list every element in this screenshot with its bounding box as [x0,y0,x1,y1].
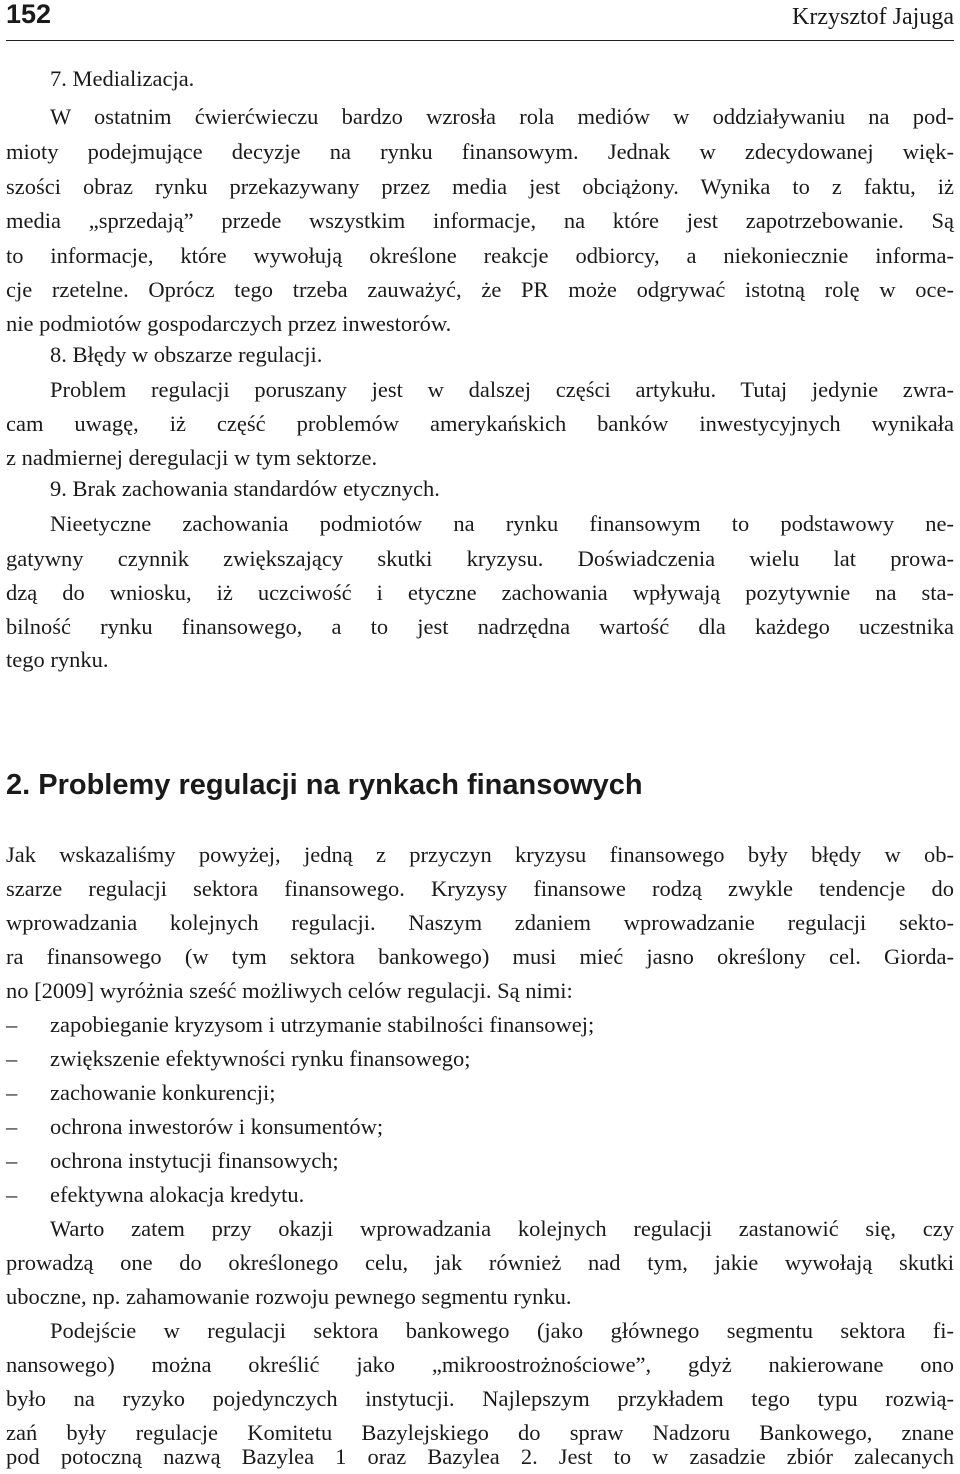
item-heading-9: 9. Brak zachowania standardów etycznych. [50,476,440,501]
body-line: zań były regulacje Komitetu Bazylejskiego do spraw Nadzoru Bankowego, znane [6,1420,954,1445]
dash-bullet: – [6,1148,18,1173]
body-line: Podejście w regulacji sektora bankowego (jako głównego segmentu sektora fi- [50,1318,954,1343]
body-line: tego rynku. [6,647,109,672]
section-heading: 2. Problemy regulacji na rynkach finansowych [6,769,643,801]
dash-bullet: – [6,1182,18,1207]
body-line: bilność rynku finansowego, a to jest nadrzędna wartość dla każdego uczestnika [6,614,954,639]
list-item [0,1144,960,1178]
item-heading-8: 8. Błędy w obszarze regulacji. [50,342,323,367]
body-line: uboczne, np. zahamowanie rozwoju pewnego segmentu rynku. [6,1284,572,1309]
body-line: szarze regulacji sektora finansowego. Kryzysy finansowe rodzą zwykle tendencje do [6,876,954,901]
dash-bullet: – [6,1046,18,1071]
body-line: Warto zatem przy okazji wprowadzania kolejnych regulacji zastanowić się, czy [50,1216,954,1241]
dash-bullet: – [6,1080,18,1105]
body-line: cam uwagę, iż część problemów amerykańskich banków inwestycyjnych wynikała [6,411,954,436]
body-line: pod potoczną nazwą Bazylea 1 oraz Bazylea 2. Jest to w zasadzie zbiór zalecanych [6,1444,954,1469]
body-line: Jak wskazaliśmy powyżej, jedną z przyczyn kryzysu finansowego były błędy w ob- [6,842,954,867]
list-item-text: zapobieganie kryzysom i utrzymanie stabilności finansowej; [50,1012,595,1037]
body-line: dzą do wniosku, iż uczciwość i etyczne zachowania wpływają pozytywnie na sta- [6,580,954,605]
body-line: Problem regulacji poruszany jest w dalszej części artykułu. Tutaj jedynie zwra- [50,377,954,402]
list-item-text: zwiększenie efektywności rynku finansowego; [50,1046,471,1071]
dash-bullet: – [6,1012,18,1037]
body-line: cje rzetelne. Oprócz tego trzeba zauważyć, że PR może odgrywać istotną rolę w oce- [6,277,954,302]
page-header [6,0,954,41]
body-line: media „sprzedają” przede wszystkim informacje, na które jest zapotrzebowanie. Są [6,208,954,233]
page-number: 152 [6,0,52,29]
list-item [0,1178,960,1212]
body-line: było na ryzyko pojedynczych instytucji. Najlepszym przykładem tego typu rozwią- [6,1386,954,1411]
body-line: prowadzą one do określonego celu, jak również nad tym, jakie wywołają skutki [6,1250,954,1275]
list-item-text: zachowanie konkurencji; [50,1080,276,1105]
item-heading-7: 7. Medializacja. [50,66,195,91]
body-line: Nieetyczne zachowania podmiotów na rynku finansowym to podstawowy ne- [50,511,954,536]
body-line: szości obraz rynku przekazywany przez media jest obciążony. Wynika to z faktu, iż [6,174,954,199]
list-item [0,1110,960,1144]
body-line: z nadmiernej deregulacji w tym sektorze. [6,445,378,470]
body-line: nie podmiotów gospodarczych przez inwestorów. [6,311,452,336]
body-line: nansowego) można określić jako „mikroostrożnościowe”, gdyż nakierowane ono [6,1352,954,1377]
list-item-text: ochrona inwestorów i konsumentów; [50,1114,384,1139]
body-line: mioty podejmujące decyzje na rynku finansowym. Jednak w zdecydowanej więk- [6,139,954,164]
running-head-author: Krzysztof Jajuga [792,4,954,30]
body-line: gatywny czynnik zwiększający skutki kryzysu. Doświadczenia wielu lat prowa- [6,546,954,571]
body-line: W ostatnim ćwierćwieczu bardzo wzrosła rola mediów w oddziaływaniu na pod- [50,104,954,129]
list-item-text: efektywna alokacja kredytu. [50,1182,305,1207]
body-line: to informacje, które wywołują określone reakcje odbiorcy, a niekoniecznie informa- [6,243,954,268]
body-line: no [2009] wyróżnia sześć możliwych celów regulacji. Są nimi: [6,978,573,1003]
list-item [0,1076,960,1110]
list-item [0,1042,960,1076]
body-line: ra finansowego (w tym sektora bankowego) musi mieć jasno określony cel. Giorda- [6,944,954,969]
dash-bullet: – [6,1114,18,1139]
body-line: wprowadzania kolejnych regulacji. Naszym zdaniem wprowadzanie regulacji sekto- [6,910,954,935]
list-item [0,1008,960,1042]
list-item-text: ochrona instytucji finansowych; [50,1148,339,1173]
